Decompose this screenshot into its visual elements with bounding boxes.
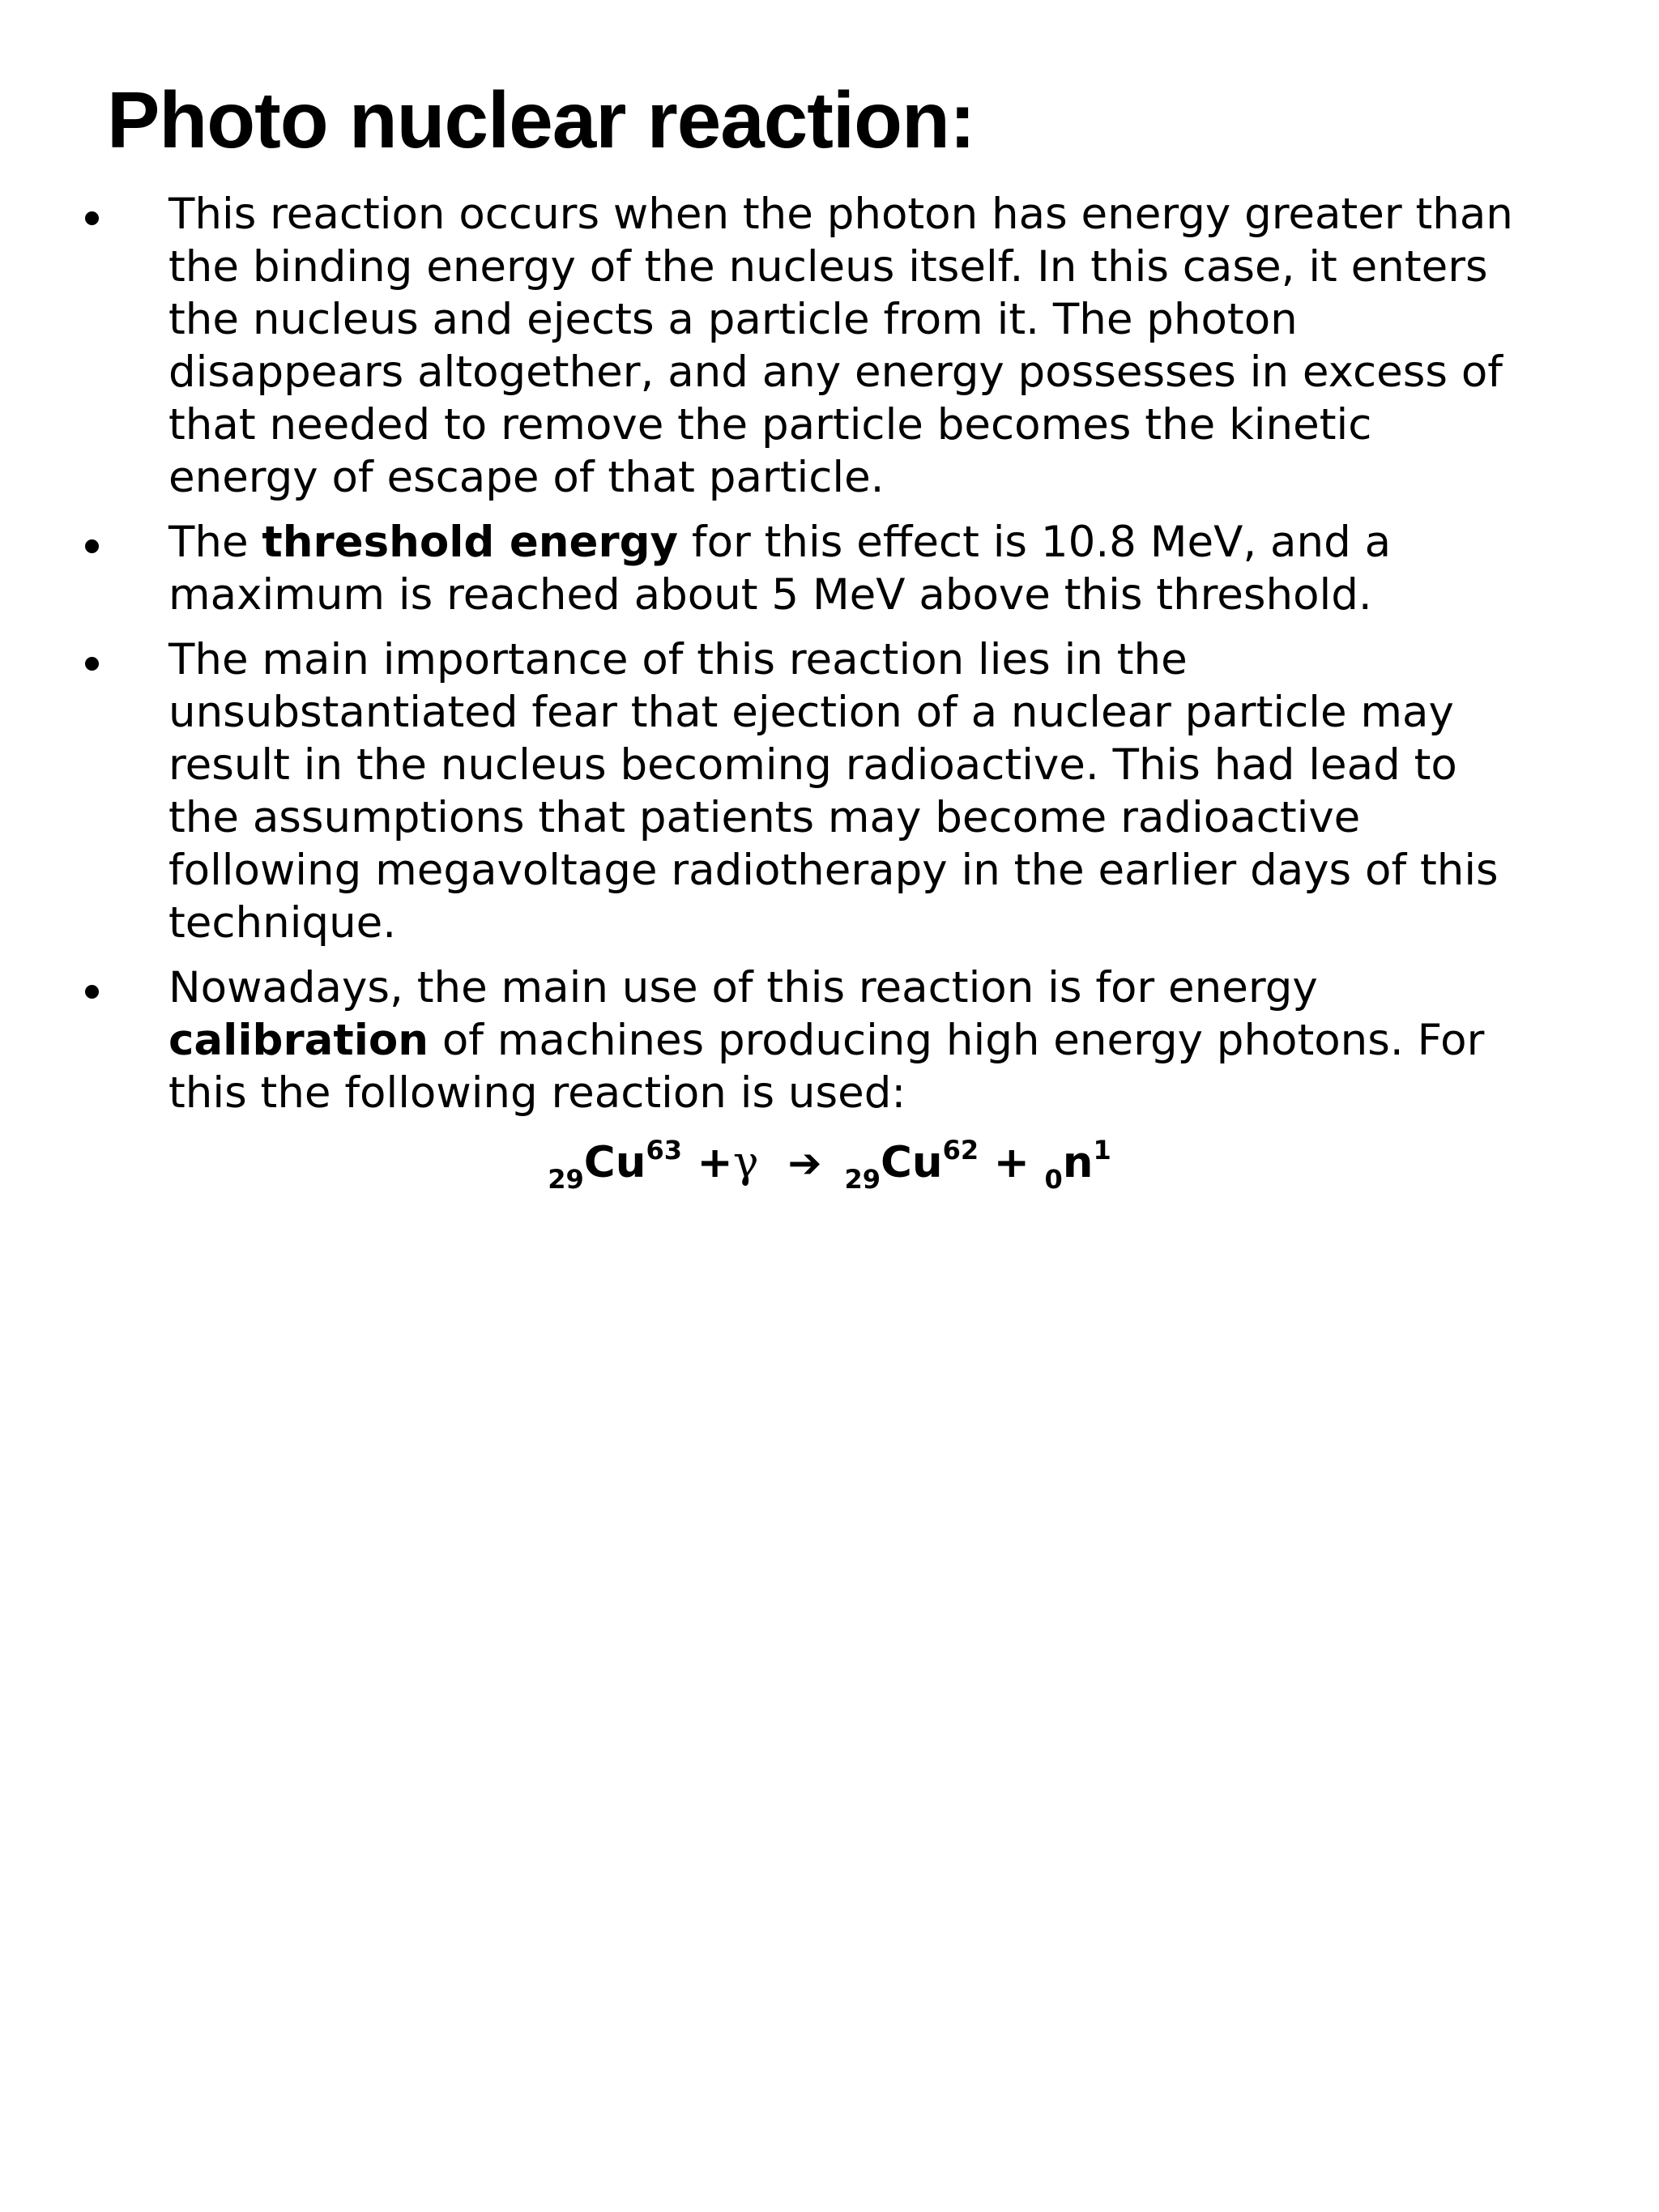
text-segment: energy of escape of that particle. <box>168 453 885 502</box>
bold-term: calibration <box>168 1016 429 1065</box>
bullet-line <box>168 1014 1627 1067</box>
neutron-mass-number: 1 <box>1093 1135 1111 1166</box>
text-segment: the binding energy of the nucleus itself. In this case, it enters <box>168 242 1488 292</box>
bullet-line <box>168 188 1627 241</box>
text-segment: for this effect is 10.8 MeV, and a <box>678 518 1392 567</box>
slide-title: Photo nuclear reaction: <box>107 75 975 164</box>
text-segment: technique. <box>168 898 397 948</box>
bullet-line <box>168 346 1627 399</box>
text-segment: the assumptions that patients may become radioactive <box>168 793 1361 842</box>
bullet-list <box>0 188 1659 1132</box>
nuclear-equation <box>0 1131 1659 1200</box>
bullet-line <box>168 633 1627 686</box>
bullet-item <box>0 188 1659 504</box>
plus-sign: + <box>681 1138 733 1187</box>
bullet-line <box>168 451 1627 504</box>
text-segment: The <box>168 518 262 567</box>
text-segment: disappears altogether, and any energy possesses in excess of <box>168 347 1503 397</box>
bullet-dot-icon <box>85 657 99 671</box>
bullet-dot-icon <box>85 539 99 553</box>
reaction-arrow-icon: ➔ <box>787 1140 822 1187</box>
bullet-item <box>0 961 1659 1119</box>
bullet-line <box>168 516 1627 569</box>
bullet-line <box>168 844 1627 897</box>
bullet-dot-icon <box>85 211 99 225</box>
bullet-line <box>168 399 1627 451</box>
product-symbol: Cu <box>880 1138 943 1187</box>
bullet-line <box>168 241 1627 293</box>
plus-sign: + <box>979 1138 1045 1187</box>
text-segment: that needed to remove the particle becomes the kinetic <box>168 400 1372 450</box>
neutron-symbol: n <box>1062 1138 1094 1187</box>
product-mass-number: 62 <box>942 1135 979 1166</box>
product-atomic-number: 29 <box>844 1164 881 1195</box>
text-segment: Nowadays, the main use of this reaction is for energy <box>168 963 1318 1012</box>
reactant-atomic-number: 29 <box>548 1164 584 1195</box>
text-segment: following megavoltage radiotherapy in the earlier days of this <box>168 846 1499 895</box>
text-segment: of machines producing high energy photons. For <box>429 1016 1485 1065</box>
text-segment: This reaction occurs when the photon has energy greater than <box>168 190 1513 239</box>
bullet-line <box>168 961 1627 1014</box>
bullet-dot-icon <box>85 985 99 999</box>
reactant-mass-number: 63 <box>646 1135 682 1166</box>
bullet-line <box>168 569 1627 621</box>
reactant-symbol: Cu <box>583 1138 646 1187</box>
bullet-line <box>168 1067 1627 1119</box>
gamma-symbol: γ <box>732 1138 759 1187</box>
bold-term: threshold energy <box>262 518 679 567</box>
text-segment: the nucleus and ejects a particle from it. The photon <box>168 295 1298 344</box>
bullet-item <box>0 633 1659 949</box>
text-segment: unsubstantiated fear that ejection of a nuclear particle may <box>168 688 1454 737</box>
text-segment: result in the nucleus becoming radioactive. This had lead to <box>168 740 1457 790</box>
bullet-line <box>168 739 1627 791</box>
bullet-line <box>168 293 1627 346</box>
bullet-item <box>0 516 1659 621</box>
bullet-line <box>168 791 1627 844</box>
text-segment: The main importance of this reaction lies in the <box>168 635 1188 684</box>
text-segment: this the following reaction is used: <box>168 1068 906 1118</box>
bullet-line <box>168 897 1627 949</box>
bullet-line <box>168 686 1627 739</box>
text-segment: maximum is reached about 5 MeV above this threshold. <box>168 570 1372 620</box>
neutron-atomic-number: 0 <box>1044 1164 1063 1195</box>
